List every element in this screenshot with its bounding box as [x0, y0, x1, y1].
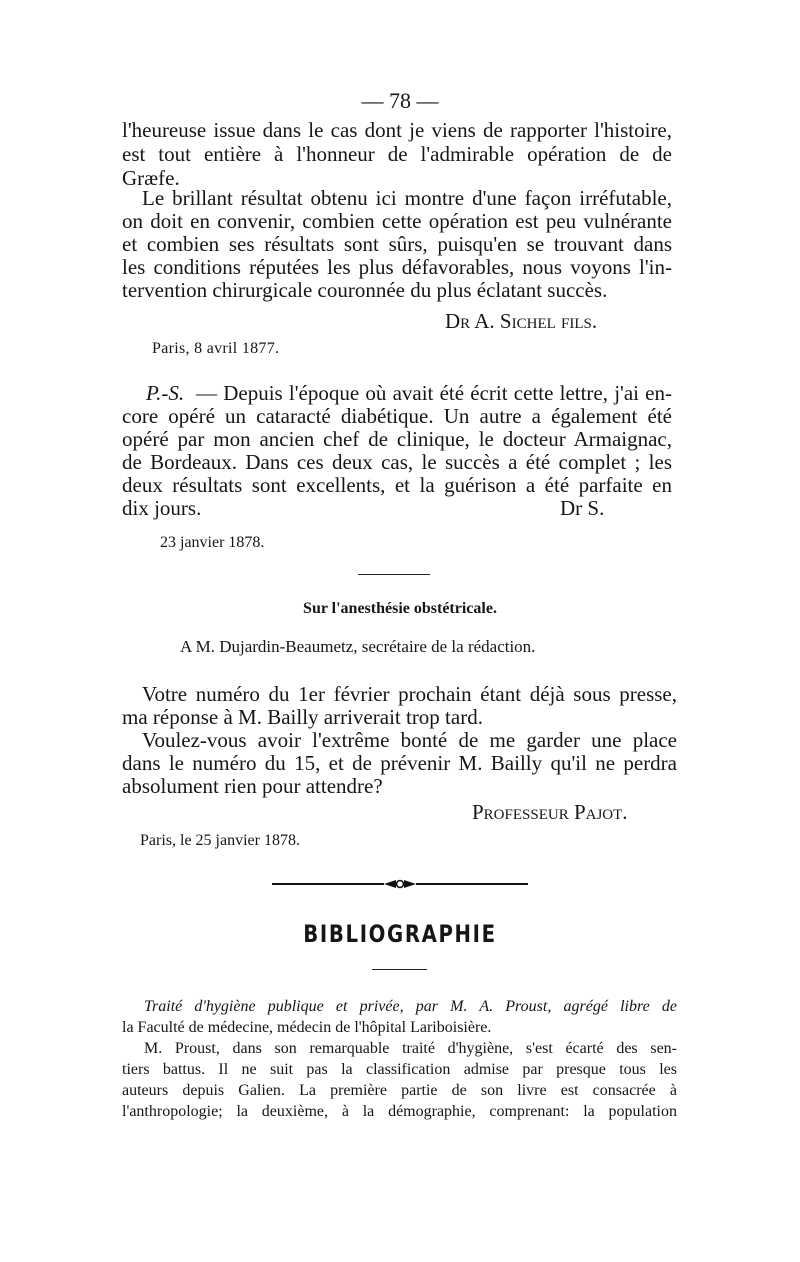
date: Paris, 8 avril 1877.	[152, 340, 280, 357]
text-line: de Bordeaux. Dans ces deux cas, le succès a été complet ; les	[122, 450, 672, 474]
text-line: ma réponse à M. Bailly arriverait trop tard.	[122, 705, 483, 729]
text-line: est tout entière à l'honneur de l'admirable opération de de	[122, 142, 672, 166]
text-line	[144, 998, 677, 1016]
text-line: deux résultats sont excellents, et la guérison a été parfaite en	[122, 473, 672, 497]
text-line: tiers battus. Il ne suit pas la classification admise par presque tous les	[122, 1061, 677, 1078]
addressee: A M. Dujardin-Beaumetz, secrétaire de la rédaction.	[180, 637, 536, 656]
text-line: on doit en convenir, combien cette opération est peu vulnérante	[122, 209, 672, 233]
text-line: core opéré un cataracté diabétique. Un autre a également été	[122, 404, 672, 428]
text-line: dix jours.	[122, 496, 202, 520]
signature: Dr A. Sichel fils.	[445, 309, 598, 333]
separator-rule	[358, 574, 430, 575]
text-line: M. Proust, dans son remarquable traité d'hygiène, s'est écarté des sen-	[144, 1040, 677, 1057]
text-line: opéré par mon ancien chef de clinique, le docteur Armaignac,	[122, 427, 672, 451]
date: Paris, le 25 janvier 1878.	[140, 832, 300, 849]
separator-rule	[372, 969, 427, 970]
text-line: — Depuis l'époque où avait été écrit cette lettre, j'ai en-	[196, 381, 672, 405]
text-line: tervention chirurgicale couronnée du plus éclatant succès.	[122, 278, 608, 302]
section-heading: BIBLIOGRAPHIE	[303, 920, 497, 948]
signature: Professeur Pajot.	[472, 800, 628, 824]
text-line: les conditions réputées les plus défavorables, nous voyons l'in-	[122, 255, 672, 279]
text-line: absolument rien pour attendre?	[122, 774, 383, 798]
text-line: Votre numéro du 1er février prochain étant déjà sous presse,	[142, 682, 677, 706]
book-title: Traité d'hygiène publique et privée, par M. A. Proust, agrégé libre de	[144, 998, 677, 1015]
text-line: et combien ses résultats sont sûrs, puisqu'en se trouvant dans	[122, 232, 672, 256]
text-line: auteurs depuis Galien. La première partie de son livre est consacrée à	[122, 1082, 677, 1099]
text-line: l'anthropologie; la deuxième, à la démographie, comprenant: la population	[122, 1103, 677, 1120]
date: 23 janvier 1878.	[160, 534, 265, 551]
text-line: l'heureuse issue dans le cas dont je viens de rapporter l'histoire,	[122, 118, 672, 142]
postscript-label: P.-S.	[146, 381, 185, 405]
text-line: Voulez-vous avoir l'extrême bonté de me garder une place	[142, 728, 677, 752]
text-line: Græfe.	[122, 166, 180, 190]
article-title: Sur l'anesthésie obstétricale.	[303, 600, 497, 617]
text-line: la Faculté de médecine, médecin de l'hôpital Lariboisière.	[122, 1019, 492, 1036]
text-line: Le brillant résultat obtenu ici montre d'une façon irréfutable,	[142, 186, 672, 210]
page-number: — 78 —	[361, 88, 439, 113]
signature: Dr S.	[560, 496, 605, 520]
text-line: dans le numéro du 15, et de prévenir M. Bailly qu'il ne perdra	[122, 751, 677, 775]
ornament-divider	[272, 876, 528, 892]
